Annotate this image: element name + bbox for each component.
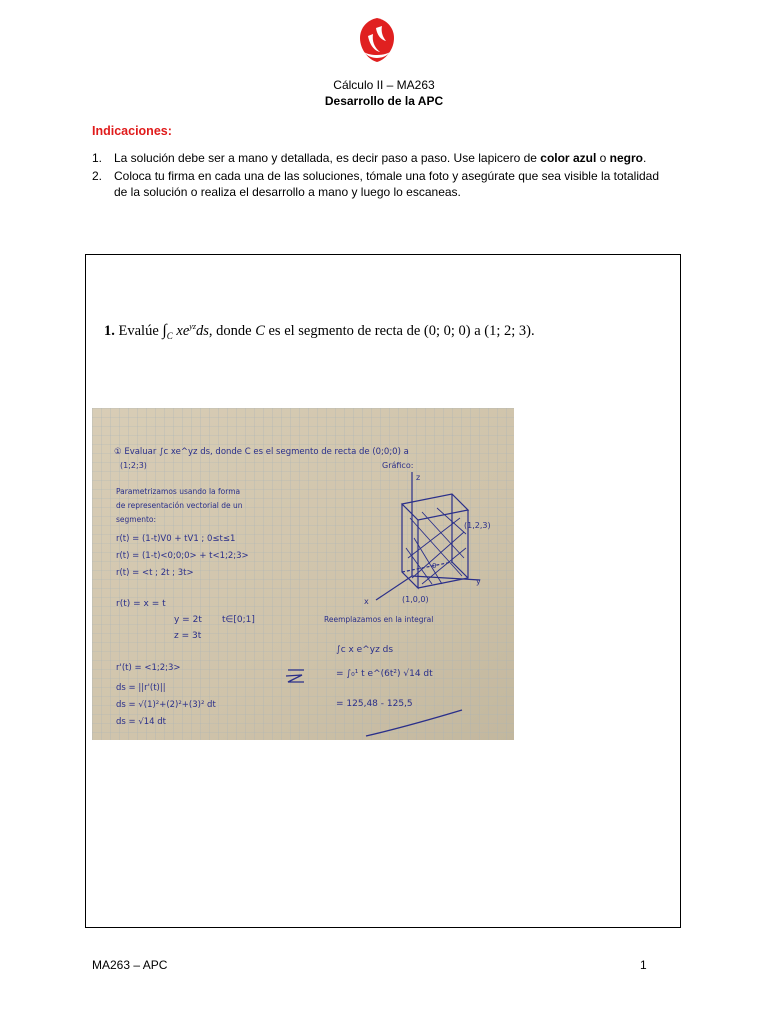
hw-point-top: (1,2,3) [464,521,491,530]
instruction-number: 1. [92,151,103,165]
hw-point-mid: 0 [432,562,437,570]
instruction-text: o [596,151,610,165]
integrand-base: xe [176,323,190,339]
integrand-ds: ds [195,323,209,339]
hw-ds3: ds = √14 dt [116,717,167,727]
instructions-heading: Indicaciones: [92,124,172,138]
hw-eq2: r(t) = (1-t)<0;0;0> + t<1;2;3> [116,551,249,561]
hw-line1: ① Evaluar ∫c xe^yz ds, donde C es el segmento de recta de (0;0;0) a [114,447,409,457]
hw-result: = 125,48 - 125,5 [336,699,413,709]
hw-replace: Reemplazamos en la integral [324,615,434,624]
hw-graph-label: Gráfico: [382,461,414,470]
hw-param-title3: segmento: [116,515,157,524]
footer-label: MA263 – APC [92,958,168,972]
hw-eq3: r(t) = <t ; 2t ; 3t> [116,568,194,578]
hw-eq1: r(t) = (1-t)V0 + tV1 ; 0≤t≤1 [116,534,236,544]
problem-statement [104,322,535,341]
hw-axis-y: y [476,577,481,586]
upc-logo [350,14,404,68]
instruction-text: . [642,151,647,165]
hw-x-eq: r(t) = x = t [116,599,166,609]
instruction-text: La solución debe ser a mano y detallada, es decir paso a paso. Use lapicero de [114,151,541,165]
hw-param-title1: Parametrizamos usando la forma [116,487,241,496]
hw-z-eq: z = 3t [174,631,202,641]
hw-axis-z: z [416,473,421,482]
hw-ds2: ds = √(1)²+(2)²+(3)² dt [116,700,216,710]
integral-subscript: C [166,330,173,341]
instruction-number: 2. [92,169,103,183]
curve-name: C [255,323,265,339]
instruction-text: Coloca tu firma en cada una de las soluciones, tómale una foto y asegúrate que sea visible la totalidad de la solución o realiza el desarrollo a mano y luego lo escaneas. [114,169,660,199]
hw-param-title2: de representación vectorial de un [116,501,243,510]
instruction-emphasis: color azul [540,151,597,165]
instructions-list [92,150,672,202]
document-subtitle: Desarrollo de la APC [324,94,444,108]
course-title: Cálculo II – MA263 [333,78,435,92]
hw-int1: ∫c x e^yz ds [336,645,394,655]
hw-deriv: r'(t) = <1;2;3> [116,663,181,673]
integrand [176,323,208,339]
hw-int2: = ∫₀¹ t e^(6t²) √14 dt [336,669,433,679]
integrand-exponent: yz [189,322,196,332]
hw-y-eq: y = 2t [174,615,202,625]
instruction-item [92,168,672,200]
hw-line2: (1;2;3) [120,461,147,470]
instruction-item [92,150,672,166]
problem-prefix: Evalúe [118,323,159,339]
instruction-emphasis: negro [609,151,643,165]
problem-suffix-a: , donde [208,323,256,339]
problem-number: 1. [104,323,115,339]
hw-t-range: t∈[0;1] [222,615,255,625]
problem-suffix-b: es el segmento de recta de (0; 0; 0) a (1; 2; 3). [264,323,535,339]
integral-symbol: ∫ [162,322,167,339]
page-number: 1 [640,958,647,972]
hw-axis-x: x [364,597,369,606]
handwritten-solution-photo [92,408,514,740]
hw-point-bottom: (1,0,0) [402,595,429,604]
hw-ds1: ds = ||r'(t)|| [116,683,166,693]
